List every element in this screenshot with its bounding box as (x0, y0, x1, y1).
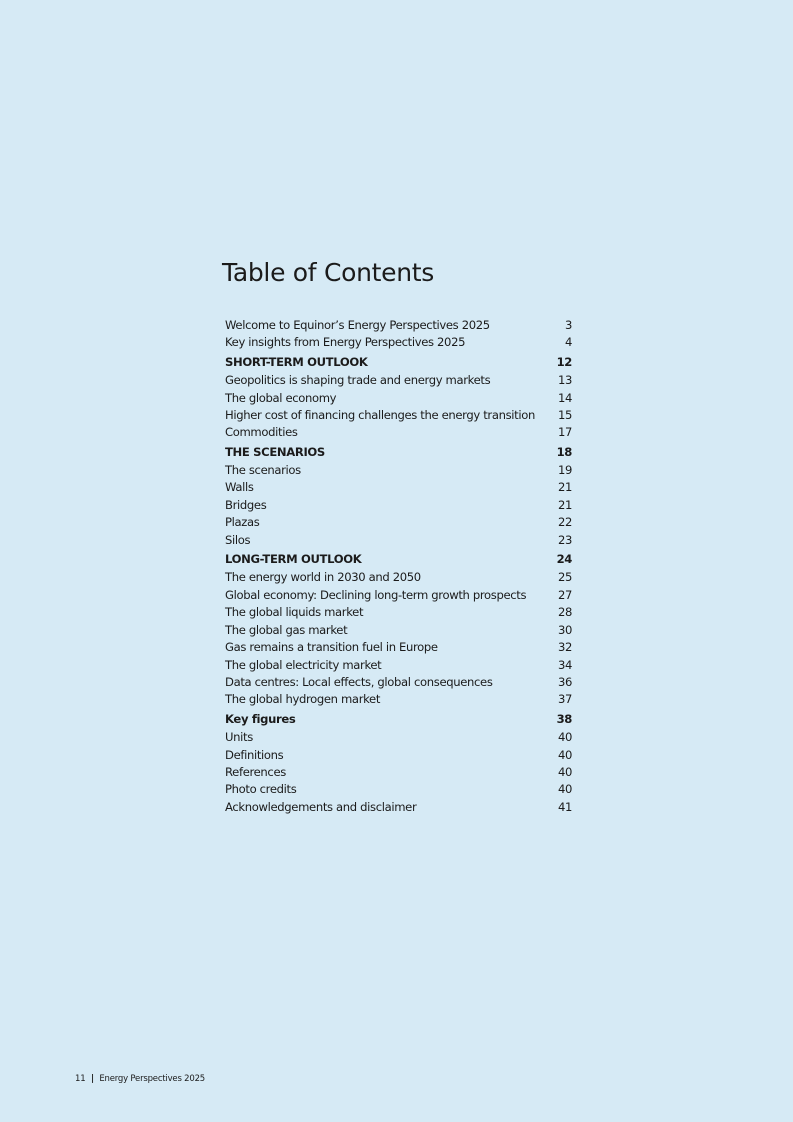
footer-publication-title: Energy Perspectives 2025 (99, 1074, 206, 1084)
toc-entry-label: Plazas (225, 515, 260, 530)
toc-entry[interactable] (225, 674, 572, 691)
toc-entry-page: 25 (557, 570, 572, 585)
toc-entry[interactable] (225, 372, 572, 389)
toc-entry[interactable] (225, 497, 572, 514)
toc-entry-label: The global economy (225, 390, 337, 405)
toc-entry-label: Key insights from Energy Perspectives 2025 (225, 335, 466, 350)
toc-entry[interactable] (225, 569, 572, 586)
toc-section-heading[interactable] (225, 549, 572, 569)
toc-entry-page: 27 (557, 587, 572, 602)
toc-section-heading[interactable] (225, 709, 572, 729)
toc-entry-page: 30 (557, 622, 572, 637)
table-of-contents (222, 255, 572, 816)
toc-entry-label: Welcome to Equinor’s Energy Perspectives 2025 (225, 318, 490, 332)
toc-entry-label: Global economy: Declining long-term growth prospects (225, 587, 527, 602)
toc-entry-page: 40 (557, 782, 572, 797)
toc-entry[interactable] (225, 587, 572, 604)
toc-entry-page: 40 (557, 730, 572, 745)
toc-entry[interactable] (225, 334, 572, 351)
toc-entry-label: The global electricity market (225, 657, 382, 672)
toc-entry[interactable] (225, 764, 572, 781)
toc-entry-page: 18 (556, 444, 572, 459)
toc-entry-page: 40 (557, 747, 572, 762)
toc-entry-page: 34 (557, 657, 572, 672)
toc-entry-page: 15 (557, 407, 572, 422)
toc-entry[interactable] (225, 799, 572, 816)
toc-entry-page: 21 (557, 497, 572, 512)
toc-entry-label: Geopolitics is shaping trade and energy markets (225, 373, 491, 388)
toc-entry-label: Gas remains a transition fuel in Europe (225, 640, 438, 655)
toc-entry-label: Commodities (225, 425, 298, 440)
toc-entry-label: Photo credits (225, 782, 297, 797)
toc-entry-label: Silos (225, 532, 251, 547)
toc-entry-page: 17 (557, 425, 572, 440)
toc-entry-page: 19 (557, 463, 572, 477)
toc-entry-page: 32 (557, 640, 572, 655)
toc-entry-page: 12 (556, 354, 572, 369)
toc-entry-page: 36 (557, 675, 572, 689)
page-title: Table of Contents (222, 258, 434, 287)
toc-entry[interactable] (225, 604, 572, 621)
toc-section-heading[interactable] (225, 442, 572, 462)
toc-entry-label: References (225, 764, 286, 779)
toc-entry[interactable] (225, 622, 572, 639)
toc-entry-page: 40 (557, 764, 572, 779)
toc-entry-page: 21 (557, 480, 572, 495)
toc-entry[interactable] (225, 657, 572, 674)
toc-entry-label: The energy world in 2030 and 2050 (225, 570, 421, 585)
toc-entry-label: Units (225, 730, 253, 745)
toc-entry-page: 22 (557, 515, 572, 530)
toc-entry[interactable] (225, 479, 572, 496)
toc-entry-label: Data centres: Local effects, global consequences (225, 675, 493, 689)
toc-entry-page: 37 (557, 692, 572, 707)
toc-entry-label: Higher cost of financing challenges the energy transition (225, 407, 535, 422)
page-footer (75, 1074, 205, 1084)
toc-entry[interactable] (225, 462, 572, 479)
toc-entry-page: 13 (557, 373, 572, 388)
toc-entry[interactable] (225, 424, 572, 441)
footer-page-number: 11 (75, 1074, 86, 1084)
toc-entry[interactable] (225, 691, 572, 708)
toc-entry[interactable] (225, 729, 572, 746)
toc-entry-label: The global liquids market (225, 605, 364, 620)
toc-section-heading[interactable] (225, 352, 572, 372)
toc-list (222, 317, 572, 816)
toc-entry[interactable] (225, 781, 572, 798)
toc-entry-label: Definitions (225, 747, 284, 762)
toc-entry-page: 41 (557, 799, 572, 814)
toc-entry[interactable] (225, 407, 572, 424)
toc-entry[interactable] (225, 514, 572, 531)
toc-entry-page: 3 (564, 318, 572, 332)
toc-entry-label: Bridges (225, 497, 267, 512)
toc-entry-page: 24 (556, 552, 572, 567)
toc-entry-label: THE SCENARIOS (225, 444, 325, 459)
toc-entry[interactable] (225, 747, 572, 764)
toc-entry[interactable] (225, 317, 572, 334)
toc-entry-label: The scenarios (225, 463, 301, 477)
toc-entry-label: Key figures (225, 711, 296, 726)
toc-entry-label: The global hydrogen market (225, 692, 381, 707)
toc-entry-label: SHORT-TERM OUTLOOK (225, 354, 368, 369)
toc-entry-page: 14 (557, 390, 572, 405)
toc-entry-page: 4 (564, 335, 572, 350)
toc-entry-page: 23 (557, 532, 572, 547)
toc-entry-label: LONG-TERM OUTLOOK (225, 552, 362, 567)
toc-entry-label: Acknowledgements and disclaimer (225, 799, 417, 814)
footer-separator: | (90, 1074, 94, 1084)
toc-entry-page: 28 (557, 605, 572, 620)
toc-entry-label: The global gas market (225, 622, 348, 637)
toc-entry[interactable] (225, 639, 572, 656)
toc-entry-page: 38 (556, 711, 572, 726)
toc-entry[interactable] (225, 390, 572, 407)
toc-entry-label: Walls (225, 480, 254, 495)
toc-entry[interactable] (225, 532, 572, 549)
